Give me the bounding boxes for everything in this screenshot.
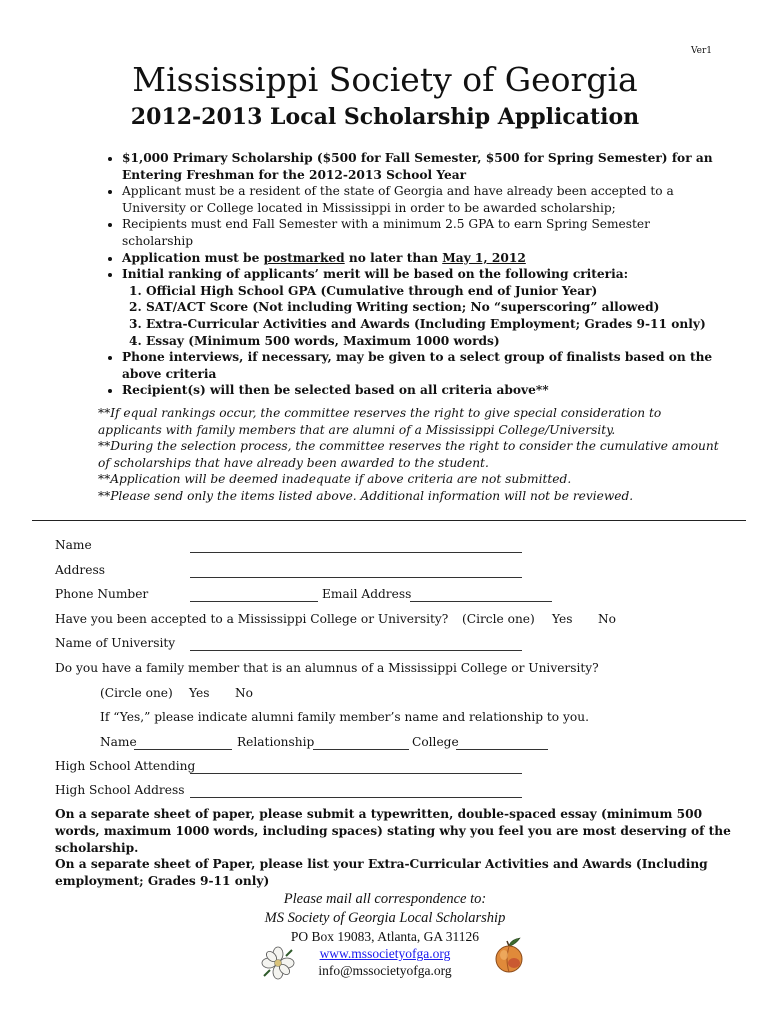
ranking-item: 1. Official High School GPA (Cumulative through end of Junior Year): [146, 283, 718, 300]
mailing-line: Please mail all correspondence to:: [283, 891, 487, 907]
criteria-item: • Recipients must end Fall Semester with a minimum 2.5 GPA to earn Spring Semester scholarship: [122, 216, 718, 249]
note: **Application will be deemed inadequate if above criteria are not submitted.: [98, 472, 572, 487]
criteria-item: • Recipient(s) will then be selected based on all criteria above**: [122, 382, 718, 399]
essay-instructions: On a separate sheet of paper, please submit a typewritten, double-spaced essay (minimum 500 words, maximum 1000 words, including spaces) stating why you feel you are most deserving of the scholarship.: [55, 807, 731, 855]
page-subtitle: 2012-2013 Local Scholarship Application: [130, 104, 640, 130]
ranking-item: 4. Essay (Minimum 500 words, Maximum 1000 words): [146, 333, 718, 350]
mailing-address: PO Box 19083, Atlanta, GA 31126: [290, 929, 480, 944]
magnolia-icon: [261, 946, 295, 980]
criteria-item: • Phone interviews, if necessary, may be given to a select group of finalists based on the above criteria: [122, 349, 718, 382]
if-yes-instructions: If “Yes,” please indicate alumni family member’s name and relationship to you.: [100, 710, 589, 724]
deadline-prefix: Application must be: [122, 250, 264, 265]
phone-label: Phone Number: [55, 587, 149, 601]
website-link[interactable]: www.mssocietyofga.org: [319, 946, 451, 961]
criteria-section: [98, 150, 718, 399]
deadline-mid: no later than: [344, 250, 443, 265]
family-name-label: Name: [100, 735, 137, 749]
phone-field[interactable]: [190, 590, 318, 602]
section-divider: [32, 520, 746, 521]
ranking-intro: Initial ranking of applicants’ merit will be based on the following criteria:: [122, 267, 629, 282]
email-field[interactable]: [410, 590, 552, 602]
relationship-field[interactable]: [313, 738, 409, 750]
family-circle-one-label: (Circle one): [100, 686, 173, 700]
hs-address-field[interactable]: [190, 786, 522, 798]
note: **During the selection process, the committee reserves the right to consider the cumulative amount of scholarships that have already been awarded to the student.: [98, 439, 719, 470]
circle-one-label: (Circle one): [462, 612, 535, 626]
contact-email: info@mssocietyofga.org: [318, 963, 452, 978]
ranking-item: 3. Extra-Curricular Activities and Awards (Including Employment; Grades 9-11 only): [146, 316, 718, 333]
name-field[interactable]: [190, 541, 522, 553]
family-question: Do you have a family member that is an alumnus of a Mississippi College or University?: [55, 661, 599, 675]
notes-section: [98, 405, 728, 505]
criteria-item: [122, 266, 718, 349]
address-field[interactable]: [190, 566, 522, 578]
version-label: Ver1: [690, 46, 712, 56]
university-label: Name of University: [55, 636, 176, 650]
name-label: Name: [55, 538, 92, 552]
email-label: Email Address: [322, 587, 412, 601]
address-label: Address: [55, 563, 105, 577]
mailing-line: MS Society of Georgia Local Scholarship: [264, 910, 506, 926]
mailing-block: [0, 890, 770, 979]
family-no-option[interactable]: No: [235, 686, 254, 700]
hs-address-label: High School Address: [55, 783, 185, 797]
ranking-item: 2. SAT/ACT Score (Not including Writing section; No “superscoring” allowed): [146, 299, 718, 316]
note: **If equal rankings occur, the committee reserves the right to give special consideration to applicants with family members that are alumni of a Mississippi College/University.: [98, 406, 662, 437]
university-field[interactable]: [190, 639, 522, 651]
accepted-question: Have you been accepted to a Mississippi College or University?: [55, 612, 449, 626]
postmarked-text: postmarked: [263, 250, 345, 265]
criteria-item: • $1,000 Primary Scholarship ($500 for Fall Semester, $500 for Spring Semester) for an Entering Freshman for the 2012-2013 School Year: [122, 150, 718, 183]
ranking-list: [122, 283, 718, 349]
hs-attending-label: High School Attending: [55, 759, 196, 773]
relationship-label: Relationship: [237, 735, 315, 749]
deadline-date: May 1, 2012: [442, 250, 526, 265]
page-title: Mississippi Society of Georgia: [132, 60, 638, 99]
criteria-item: [122, 250, 718, 267]
hs-attending-field[interactable]: [190, 762, 522, 774]
college-label: College: [412, 735, 459, 749]
family-name-field[interactable]: [134, 738, 232, 750]
criteria-list: [98, 150, 718, 399]
note: **Please send only the items listed above. Additional information will not be reviewed.: [98, 488, 634, 503]
criteria-item: • Applicant must be a resident of the state of Georgia and have already been accepted to a University or College located in Mississippi in order to be awarded scholarship;: [122, 183, 718, 216]
accepted-yes-option[interactable]: Yes: [552, 612, 573, 626]
peach-icon: [492, 936, 526, 974]
college-field[interactable]: [456, 738, 548, 750]
family-yes-option[interactable]: Yes: [189, 686, 210, 700]
accepted-no-option[interactable]: No: [598, 612, 617, 626]
activities-instructions: On a separate sheet of Paper, please list your Extra-Curricular Activities and Awards (Including employment; Grades 9-11 only): [55, 857, 708, 888]
